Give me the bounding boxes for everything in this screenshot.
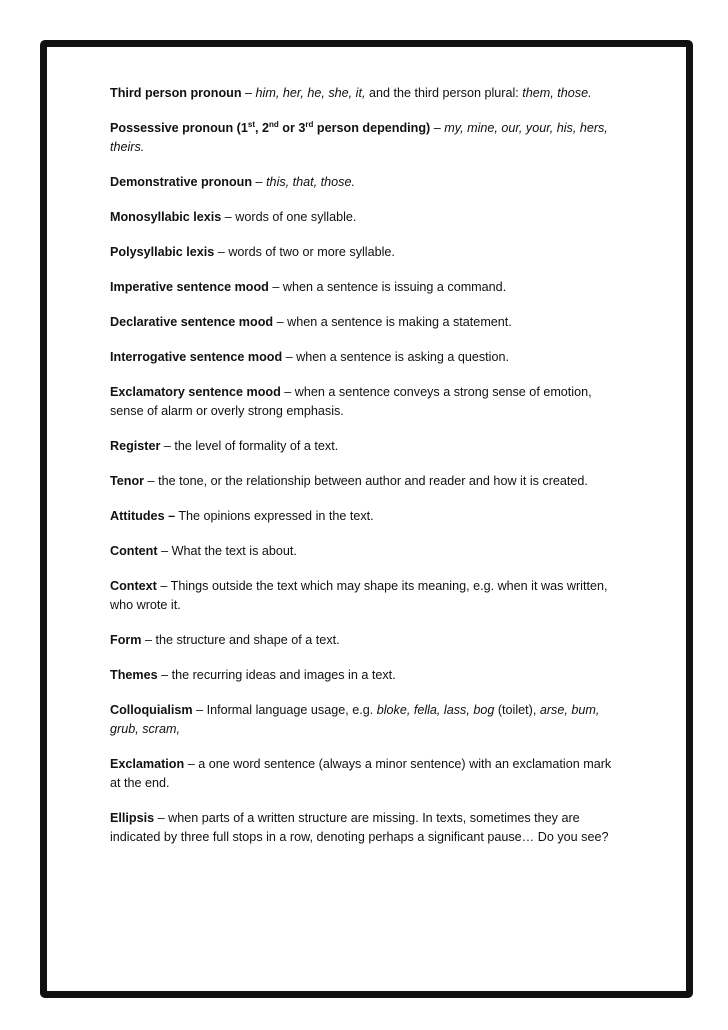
ordinal-suffix: rd (305, 119, 314, 129)
glossary-entry-content (110, 542, 620, 561)
entry-definition: – words of one syllable. (221, 210, 357, 224)
entry-term: Exclamatory sentence mood (110, 385, 281, 399)
glossary-entry-monosyllabic-lexis (110, 208, 620, 227)
entry-definition: – (241, 86, 256, 100)
entry-definition: this, that, those. (266, 175, 355, 189)
entry-definition: bloke, fella, lass, bog (376, 703, 495, 717)
glossary-entry-declarative-sentence-mood (110, 313, 620, 332)
ordinal-suffix: nd (269, 119, 279, 129)
entry-definition: – when a sentence is asking a question. (282, 350, 509, 364)
glossary-entry-context (110, 577, 620, 615)
entry-term: Tenor (110, 474, 145, 488)
entry-definition: – when a sentence conveys a strong sense of emotion, sense of alarm or overly strong emphasis. (110, 385, 592, 418)
glossary-entry-possessive-pronoun (110, 119, 620, 157)
entry-term: Ellipsis (110, 811, 155, 825)
entry-definition: – (430, 121, 445, 135)
glossary-entry-imperative-sentence-mood (110, 278, 620, 297)
entry-definition: (toilet), (494, 703, 540, 717)
entry-definition: my, mine, our, your, his, hers, theirs. (110, 121, 608, 154)
glossary-entry-interrogative-sentence-mood (110, 348, 620, 367)
entry-term: Declarative sentence mood (110, 315, 274, 329)
entry-term: Possessive pronoun (1 (110, 121, 248, 135)
glossary-entry-form (110, 631, 620, 650)
entry-definition: – when a sentence is making a statement. (273, 315, 512, 329)
glossary-entry-attitudes (110, 507, 620, 526)
entry-definition: them, those. (522, 86, 592, 100)
entry-term: Polysyllabic lexis (110, 245, 215, 259)
entry-term: Demonstrative pronoun (110, 175, 253, 189)
glossary-entry-polysyllabic-lexis (110, 243, 620, 262)
entry-definition: – the recurring ideas and images in a text. (157, 668, 396, 682)
glossary-entry-exclamation (110, 755, 620, 793)
entry-definition: – the level of formality of a text. (160, 439, 339, 453)
entry-term: Exclamation (110, 757, 185, 771)
glossary-entry-demonstrative-pronoun (110, 173, 620, 192)
glossary-entry-third-person-pronoun (110, 84, 620, 103)
entry-definition: – (252, 175, 267, 189)
entry-term: Content (110, 544, 158, 558)
entry-term: Monosyllabic lexis (110, 210, 222, 224)
entry-definition: – words of two or more syllable. (214, 245, 395, 259)
entry-term: Themes (110, 668, 158, 682)
entry-definition: arse, bum, grub, scram, (110, 703, 600, 736)
entry-definition: – the tone, or the relationship between author and reader and how it is created. (144, 474, 588, 488)
ordinal-suffix: st (247, 119, 255, 129)
glossary-entry-colloquialism (110, 701, 620, 739)
glossary-entry-exclamatory-sentence-mood (110, 383, 620, 421)
glossary-entry-themes (110, 666, 620, 685)
entry-term: Form (110, 633, 142, 647)
entry-term: Third person pronoun (110, 86, 242, 100)
entry-term: person depending) (313, 121, 431, 135)
entry-definition: – when parts of a written structure are missing. In texts, sometimes they are indicated by three full stops in a row, denoting perhaps a significant pause… Do you see? (110, 811, 609, 844)
glossary-entry-register (110, 437, 620, 456)
entry-term: Imperative sentence mood (110, 280, 269, 294)
entry-term: Interrogative sentence mood (110, 350, 283, 364)
entry-definition: him, her, he, she, it, (255, 86, 366, 100)
glossary-entry-tenor (110, 472, 620, 491)
entry-definition: The opinions expressed in the text. (175, 509, 374, 523)
entry-definition: – What the text is about. (157, 544, 297, 558)
entry-definition: – the structure and shape of a text. (141, 633, 340, 647)
glossary-list (110, 84, 620, 863)
glossary-entry-ellipsis (110, 809, 620, 847)
entry-definition: and the third person plural: (365, 86, 523, 100)
entry-definition: – when a sentence is issuing a command. (268, 280, 507, 294)
entry-definition: – Informal language usage, e.g. (192, 703, 377, 717)
entry-term: Context (110, 579, 157, 593)
entry-term: or 3 (278, 121, 306, 135)
entry-term: Attitudes – (110, 509, 176, 523)
entry-term: Register (110, 439, 161, 453)
entry-definition: – Things outside the text which may shape its meaning, e.g. when it was written, who wrote it. (110, 579, 608, 612)
entry-definition: – a one word sentence (always a minor sentence) with an exclamation mark at the end. (110, 757, 612, 790)
entry-term: , 2 (255, 121, 270, 135)
entry-term: Colloquialism (110, 703, 193, 717)
